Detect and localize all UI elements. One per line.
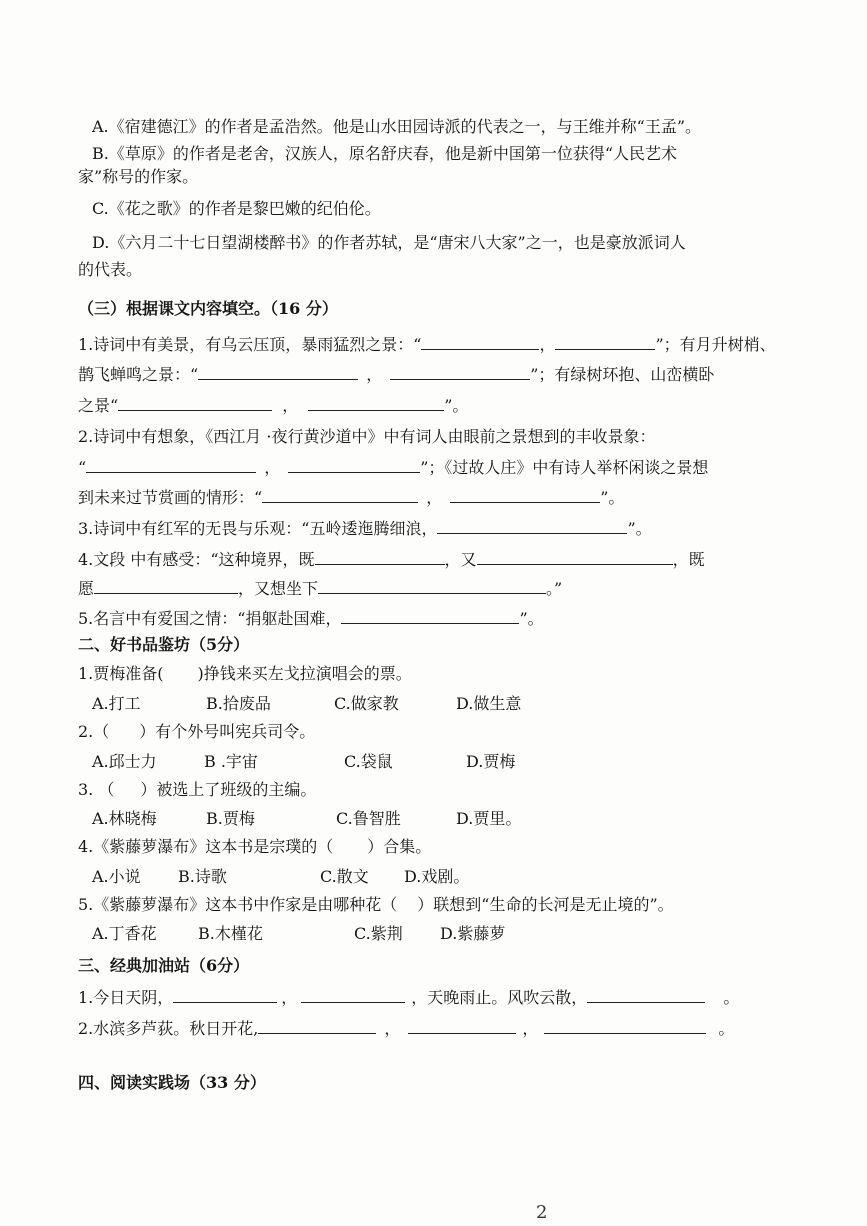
q1-blank-5[interactable] <box>118 393 272 411</box>
q4-line1 <box>78 547 705 571</box>
option-d[interactable]: D.贾里。 <box>456 809 522 828</box>
q2-blank-1[interactable] <box>86 455 256 473</box>
p3-l1-text-c: ，天晚雨止。风吹云散， <box>411 988 588 1007</box>
q3-text-a: 3.诗词中有红军的无畏与乐观：“五岭逶迤腾细浪， <box>78 519 438 538</box>
p3-line1 <box>78 985 739 1009</box>
q1-blank-4[interactable] <box>390 362 530 380</box>
q2-comma-1: ， <box>264 458 281 477</box>
p2-q5-post: ）联想到“生命的长河是无止境的”。 <box>417 895 674 914</box>
q1-text-g: 之景“ <box>78 396 119 415</box>
option-c[interactable]: C.鲁智胜 <box>336 809 401 828</box>
q4-blank-1[interactable] <box>315 547 445 565</box>
p3-blank-5[interactable] <box>408 1016 516 1034</box>
q3-blank-1[interactable] <box>437 516 627 534</box>
choice-d-line1: D.《六月二十七日望湖楼醉书》的作者苏轼，是“唐宋八大家”之一，也是豪放派词人 <box>92 233 686 252</box>
p2-q4-post: ）合集。 <box>367 837 432 856</box>
option-c[interactable]: C.紫荆 <box>354 924 403 943</box>
p3-blank-3[interactable] <box>587 985 705 1003</box>
q2-text-e: 到未来过节赏画的情形：“ <box>78 488 263 507</box>
choice-b-line2: 家”称号的作家。 <box>78 167 199 186</box>
q1-comma-2: ， <box>366 365 383 384</box>
q5-line <box>78 606 544 630</box>
q4-blank-2[interactable] <box>477 547 673 565</box>
p2-q3 <box>78 779 316 801</box>
option-a[interactable]: A.林晓梅 <box>92 809 157 828</box>
q1-comma-3: ， <box>282 396 299 415</box>
p3-l1-text-a: 1.今日天阴， <box>78 988 174 1007</box>
p3-l1-comma: ， <box>281 988 298 1007</box>
option-b[interactable]: B.贾梅 <box>206 809 255 828</box>
p3-line2 <box>78 1016 734 1040</box>
choice-d-line2: 的代表。 <box>78 260 143 279</box>
q4-blank-3[interactable] <box>94 576 238 594</box>
option-b[interactable]: B .宇宙 <box>204 752 258 771</box>
q1-text-f: ”；有绿树环抱、山峦横卧 <box>530 365 715 384</box>
q1-text-a: 1.诗词中有美景，有乌云压顶，暴雨猛烈之景：“ <box>78 335 422 354</box>
p2-q3-options <box>92 808 521 830</box>
option-b[interactable]: B.木槿花 <box>198 924 263 943</box>
part3-heading: 三、经典加油站（6分） <box>78 956 250 975</box>
q4-text-a: 4.文段 中有感受：“这种境界，既 <box>78 550 315 569</box>
q1-blank-1[interactable] <box>421 332 539 350</box>
q3-text-b: ”。 <box>627 519 652 538</box>
q1-text-d: 鹊飞蝉鸣之景：“ <box>78 365 199 384</box>
q2-line2 <box>78 455 708 479</box>
q1-text-i: ”。 <box>444 396 469 415</box>
q4-text-e: ，又想坐下 <box>238 579 319 598</box>
q5-text-a: 5.名言中有爱国之情：“捐躯赴国难， <box>78 609 342 628</box>
option-a[interactable]: A.小说 <box>92 867 141 886</box>
p3-l2-comma-2: ， <box>522 1019 539 1038</box>
q2-text-g: ”。 <box>600 488 625 507</box>
q4-line2 <box>78 576 562 600</box>
q2-blank-4[interactable] <box>450 485 600 503</box>
option-a[interactable]: A.打工 <box>92 694 141 713</box>
p2-q4-pre: 4.《紫藤萝瀑布》这本书是宗璞的（ <box>78 837 334 856</box>
p3-blank-6[interactable] <box>544 1016 706 1034</box>
p2-q2-post: ）有个外号叫宪兵司令。 <box>139 722 316 741</box>
page-number: 2 <box>536 1202 548 1223</box>
option-d[interactable]: D.戏剧。 <box>404 867 470 886</box>
option-b[interactable]: B.诗歌 <box>178 867 227 886</box>
q1-blank-3[interactable] <box>198 362 358 380</box>
choice-b-line1: B.《草原》的作者是老舍，汉族人，原名舒庆春，他是新中国第一位获得“人民艺术 <box>92 144 678 163</box>
q1-text-c: ”；有月升树梢、 <box>655 335 776 354</box>
p2-q1 <box>78 663 412 685</box>
q4-text-f: 。” <box>546 579 563 598</box>
q4-blank-4[interactable] <box>318 576 546 594</box>
option-a[interactable]: A.丁香花 <box>92 924 157 943</box>
option-d[interactable]: D.做生意 <box>456 694 522 713</box>
p2-q2-options <box>92 751 515 773</box>
p2-q4-options <box>92 866 469 888</box>
p2-q3-post: ）被选上了班级的主编。 <box>140 780 317 799</box>
q4-text-d: 愿 <box>78 579 95 598</box>
p3-blank-1[interactable] <box>173 985 277 1003</box>
q2-text-d: ”；《过故人庄》中有诗人举杯闲谈之景想 <box>420 458 709 477</box>
q1-line1 <box>78 332 776 356</box>
choice-a: A.《宿建德江》的作者是孟浩然。他是山水田园诗派的代表之一，与王维并称“王孟”。 <box>92 117 702 136</box>
p3-l1-end: 。 <box>723 988 740 1007</box>
p2-q1-options <box>92 693 521 715</box>
q5-blank-1[interactable] <box>341 606 519 624</box>
p3-l2-end: 。 <box>718 1019 735 1038</box>
option-a[interactable]: A.邱士力 <box>92 752 157 771</box>
q1-line3 <box>78 393 468 417</box>
q2-quote-open: “ <box>78 458 87 477</box>
p2-q5-pre: 5.《紫藤萝瀑布》这本书中作家是由哪种花（ <box>78 895 398 914</box>
q4-text-c: ，既 <box>672 550 705 569</box>
option-b[interactable]: B.拾废品 <box>206 694 271 713</box>
option-c[interactable]: C.袋鼠 <box>344 752 393 771</box>
option-c[interactable]: C.做家教 <box>334 694 399 713</box>
choice-c: C.《花之歌》的作者是黎巴嫩的纪伯伦。 <box>92 199 381 218</box>
p2-q5-options <box>92 923 505 945</box>
p3-l2-text-a: 2.水滨多芦荻。秋日开花, <box>78 1019 259 1038</box>
option-d[interactable]: D.贾梅 <box>466 752 516 771</box>
q3-line <box>78 516 652 540</box>
part4-heading: 四、阅读实践场（33 分） <box>78 1073 266 1092</box>
q1-blank-6[interactable] <box>308 393 444 411</box>
p2-q1-post: )挣钱来买左戈拉演唱会的票。 <box>197 664 412 683</box>
p3-l2-comma-1: ， <box>384 1019 401 1038</box>
p2-q2-pre: 2.（ <box>78 722 110 741</box>
q1-line2 <box>78 362 714 386</box>
q2-blank-3[interactable] <box>262 485 418 503</box>
p3-blank-2[interactable] <box>301 985 405 1003</box>
p3-blank-4[interactable] <box>258 1016 376 1034</box>
q2-line1: 2.诗词中有想象，《西江月 ·夜行黄沙道中》中有词人由眼前之景想到的丰收景象： <box>78 427 656 446</box>
q2-blank-2[interactable] <box>288 455 420 473</box>
p2-q3-pre: 3. （ <box>78 780 115 799</box>
q2-line3 <box>78 485 624 509</box>
p2-q5 <box>78 894 674 916</box>
q4-text-b: ，又 <box>444 550 477 569</box>
q5-text-b: ”。 <box>519 609 544 628</box>
section3-heading: （三）根据课文内容填空。（16 分） <box>78 299 338 318</box>
p2-q1-pre: 1.贾梅准备( <box>78 664 164 683</box>
q1-comma-1: ， <box>539 335 556 354</box>
p2-q2 <box>78 721 315 743</box>
option-c[interactable]: C.散文 <box>320 867 369 886</box>
q2-comma-2: ， <box>426 488 443 507</box>
p2-q4 <box>78 836 431 858</box>
option-d[interactable]: D.紫藤萝 <box>440 924 506 943</box>
part2-heading: 二、好书品鉴坊（5分） <box>78 635 250 654</box>
q1-blank-2[interactable] <box>555 332 655 350</box>
